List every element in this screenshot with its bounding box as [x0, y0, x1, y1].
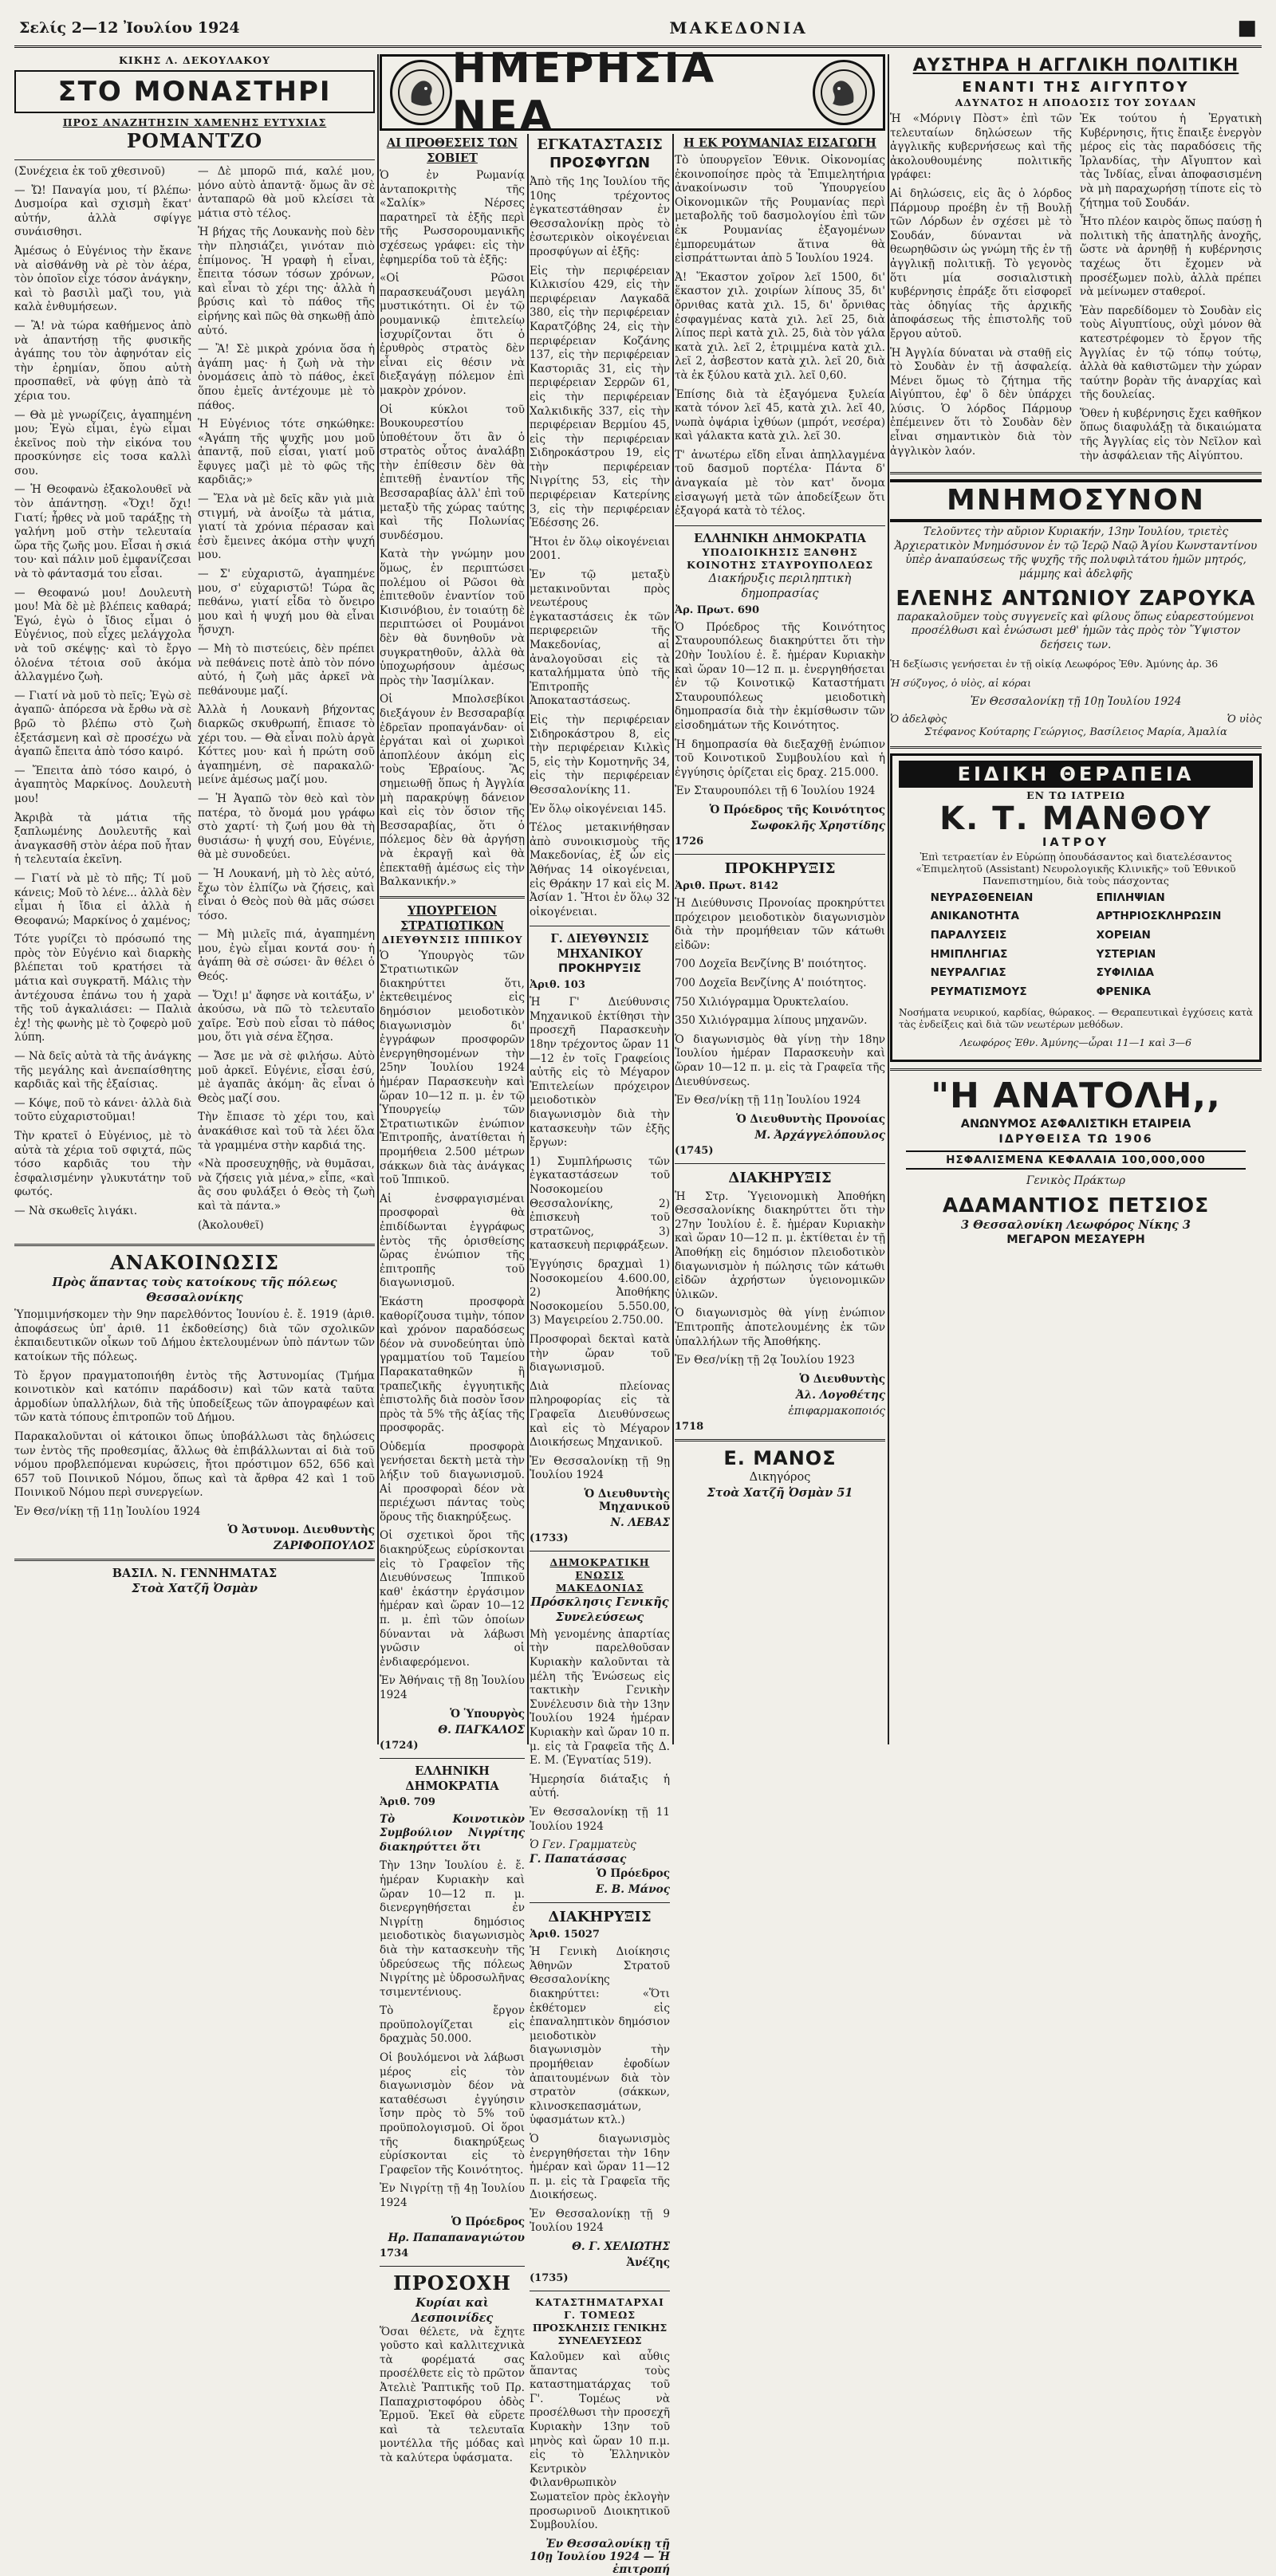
clinic-condition: ΦΡΕΝΙΚΑ [1096, 985, 1151, 998]
refugees-title-1: ΕΓΚΑΤΑΣΤΑΣΙΣ [537, 136, 663, 153]
story-column-right [198, 165, 375, 1237]
soviet-paragraph: Οἱ Μπολσεβίκοι διεξάγουν ἐν Βεσσαραβίᾳ ἐδρεῖαν προπαγάνδαν· οἱ ἐργάται καὶ οἱ χωρικοὶ ἀποπλέουν ἀκόμη εἰς τοὺς Ἑβραίους. Ἂς σημειωθῇ ὅπως ἡ Ἀγγλία μὴ παρακρύψῃ δάνειον καὶ εἰς τὸν ὅσιον τῆς Βεσσαραβίας, ὅτι ὁ πόλεμος δὲν θὰ ἀργήσῃ νὰ ἐκραγῇ καὶ θὰ ἐπεκταθῇ ἀμέσως εἰς τὴν Βαλκανικήν.» [380, 693, 525, 889]
clinic-condition: ΗΜΙΠΛΗΓΙΑΣ [930, 947, 1008, 961]
proclamation-paragraph: 750 Χιλιόγραμμα Ὀρυκτελαίου. [675, 995, 849, 1009]
memorial-names: Στέφανος Κούταρης Γεώργιος, Βασίλειος Μαρία, Ἀμαλία [924, 726, 1227, 739]
insurance-capital: ΗΣΦΑΛΙΣΜΕΝΑ ΚΕΦΑΛΑΙΑ 100,000,000 [946, 1153, 1206, 1166]
clinic-condition: ΕΠΙΛΗΨΙΑΝ [1096, 891, 1165, 904]
story-paragraph: — Ἂ! νὰ τώρα καθήμενος ἀπὸ νὰ ἀπαντήσῃ τῆς φυσικῆς ἀγάπης του τὸν ἀφηνόταν εἰς τὴν ἐρημίαν, ὅπου αὐτὴ προσπαθεῖ, νὰ φύγῃ ἀπὸ τὰ χέρια του. [14, 319, 191, 403]
attention-subtitle: Κυρίαι καὶ Δεσποινίδες [411, 2295, 494, 2325]
democracy-refb: 1734 [380, 2247, 409, 2259]
engineering-body [530, 996, 670, 1483]
insurance-capital-band [906, 1150, 1246, 1170]
refugees-paragraph: Εἰς τὴν περιφέρειαν Σιδηροκάστρου 8, εἰς τὴν περιφέρειαν Κιλκὶς 5, εἰς τὴν Κομοτηνῆς 34, εἰς τὴν περιφέρειαν Θεσσαλονίκης 11. [530, 713, 670, 796]
story-paragraph: — Θὰ μὲ γνωρίζεις, ἀγαπημένη μου; Ἐγὼ εἶμαι, ἐγὼ εἶμαι ἐκεῖνος ποὺ τὴν εἰκόνα του προσκύνησε εἰς τοσα καλλὶ σου. [14, 408, 191, 478]
insurance-title: "Η ΑΝΑΤΟΛΗ,, [931, 1075, 1221, 1116]
clinic-conditions [899, 891, 1253, 1005]
proclamation-body [675, 897, 885, 1108]
clinic-condition: ΝΕΥΡΑΛΓΙΑΣ [930, 966, 1006, 980]
lawyer-name: Ε. ΜΑΝΟΣ [723, 1446, 837, 1469]
notice-paragraph: Παρακαλοῦνται οἱ κάτοικοι ὅπως ὑποβάλλωσι τὰς δηλώσεις των ἐντὸς τῆς προθεσμίας, ἄλλως θὰ ἐπιβάλλωνται αἱ διὰ τοῦ νόμου προβλεπόμεναι κυρώσεις, ἤτοι πρόστιμον 652, 656 καὶ 657 τοῦ Ποινικοῦ Νόμου, ὅπως καὶ τὰ ἄρθρα 42 καὶ 1 τοῦ Ποινικοῦ Νόμου περὶ συνεργείων. [14, 1430, 375, 1500]
warehouse-signature-title: ἐπιφαρμακοποιός [788, 1404, 885, 1418]
army-paragraph: Οἱ σχετικοὶ ὅροι τῆς διακηρύξεως εὑρίσκονται εἰς τὸ Γραφεῖον τῆς Διευθύνσεως Ἱππικοῦ καθ' ἑκάστην ἐργάσιμον ἡμέραν καὶ ὥραν 10—12 π. μ. ἐπὶ τῶν ὁποίων δύνανται νὰ λάβωσι γνῶσιν οἱ ἐνδιαφερόμενοι. [380, 1529, 525, 1669]
notice-paragraph: Τὸ ἔργον πραγματοποιήθη ἐντὸς τῆς Ἀστυνομίας (Τμήμα κοινοτικὸν καὶ κατόπιν παράδοσιν) καὶ τῶν κατὰ ταῦτα ἁρμοδίων ὑπαλλήλων, διὰ τῆς ὑποδείξεως τῶν ἀπογραφέων καὶ τῶν κατὰ τόπους ἐπιτροπῶν τοῦ Δήμου. [14, 1369, 375, 1425]
democracy-body [380, 1859, 525, 2210]
corner-mark: ■ [1237, 15, 1257, 40]
declaration-ref: Ἀριθ. 15027 [530, 1929, 600, 1941]
declaration-refb: (1735) [530, 2272, 569, 2285]
union-sig-name-1: Γ. Παπατάσσας [530, 1853, 627, 1866]
story-paragraph: — Ἡ Λουκανή, μὴ τὸ λὲς αὐτό, ἔχω τὸν ἐλπίζω νὰ ζήσεις, καὶ εἶναι ὁ Θεὸς ποὺ θὰ μᾶς σώσει τόσο. [198, 867, 375, 922]
army-body [380, 950, 525, 1703]
xanthi-subtitle-3: Διακήρυξις περιληπτικὴ δημοπρασίας [708, 572, 852, 600]
egypt-paragraph: Ἡ «Μόρνιγ Πὸστ» ἐπὶ τῶν τελευταίων δηλώσεων τῆς ἀγγλικῆς κυβερνήσεως καὶ τῆς ἀκολουθουμένης πολιτικῆς γράφει: [890, 112, 1072, 182]
notice-subtitle: Πρὸς ἅπαντας τοὺς κατοίκους τῆς πόλεως Θεσσαλονίκης [52, 1276, 337, 1305]
declaration-body [530, 1945, 670, 2236]
declaration-paragraph: Ἡ Γενικὴ Διοίκησις Ἀθηνῶν Στρατοῦ Θεσσαλονίκης διακηρύττει: «Ὅτι ἐκθέτομεν εἰς ἐπαναληπτικὸν δημόσιον μειοδοτικὸν διαγωνισμὸν τὴν προμήθειαν ἐφοδίων ἀπαιτουμένων διὰ τὸν στρατὸν (σάκκων, κλινοσκεπασμάτων, ὑφασμάτων κτλ.) [530, 1945, 670, 2127]
xanthi-refb: 1726 [675, 835, 704, 848]
egypt-paragraph: Αἱ δηλώσεις, εἰς ἃς ὁ λόρδος Πάρμουρ προέβη ἐν τῇ Βουλῇ τῶν Λόρδων ἐν σχέσει μὲ τὸ Σουδάν, δύνανται νὰ θεωρηθῶσιν ὡς γνώμη τῆς ἐν τῇ ἀγγλικῇ πολιτικῇ. Τὸ γεγονὸς ὅτι μία σοσιαλιστικὴ κυβέρνησις ἐπράξε ὅτι εἰσφορεῖ τὰς ὁδηγίας τῆς ἀρχικῆς ἀποφάσεως τῆς ἐπιστολῆς τοῦ ἔργου αὐτοῦ. [890, 187, 1072, 340]
refugees-paragraph: Εἰς τὴν περιφέρειαν Κιλκισίου 429, εἰς τὴν περιφέρειαν Λαγκαδᾶ 380, εἰς τὴν περιφέρειαν Καρατζόβης 24, εἰς τὴν περιφέρειαν Κοζάνης 137, εἰς τὴν περιφέρειαν Καστοριᾶς 31, εἰς τὴν περιφέρειαν Σερρῶν 61, εἰς τὴν περιφέρειαν Χαλκιδικῆς 337, εἰς τὴν περιφέρειαν Βερμίου 45, εἰς τὴν περιφέρειαν Σιδηροκάστρου 19, εἰς τὴν περιφέρειαν Νιγρίτης 53, εἰς τὴν περιφέρειαν Κατερίνης 3, εἰς τὴν περιφέρειαν Ἐδέσσης 26. [530, 264, 670, 530]
story-paragraph: — Κόψε, ποῦ τὸ κάνει· ἀλλὰ διὰ τοῦτο εὐχαριστοῦμαι! [14, 1096, 191, 1124]
clinic-conditions-left [931, 891, 1034, 1005]
notice-paragraph: Ἐν Θεσ/νίκῃ τῇ 11ῃ Ἰουλίου 1924 [14, 1504, 201, 1518]
xanthi-body [675, 621, 885, 799]
xanthi-subtitle-2: ΚΟΙΝΟΤΗΣ ΣΤΑΥΡΟΥΠΟΛΕΩΣ [686, 558, 874, 571]
notice-paragraph: Ὑπομιμνήσκομεν τὴν 9ην παρελθόντος Ἰουνίου ἐ. ἔ. 1919 (ἀριθ. ἀποφάσεως ὑπ' ἀριθ. 11 ἐκδοθείσης) διὰ τῶν σχολικῶν ἐκπαιδευτικῶν οἶκων τοῦ Δήμου ἐκτελουμένων ὑπὸ πάντων τῶν κατοίκων τῆς πόλεως. [14, 1308, 375, 1363]
story-body [14, 165, 375, 1237]
story-paragraph: Ἀμέσως ὁ Εὐγένιος τὴν ἔκανε νὰ αἰσθάνθῃ νὰ ρὲ τὸν ἀέρα, τὸν ὁποῖον εἶχε τόσον ἀνάγκην, καὶ τὸ βασιλὶ μαζὶ του, γιὰ καλὰ ἐνθυμήσεων. [14, 244, 191, 314]
story-paragraph: — Ἡ Θεοφανὼ ἐξακολουθεῖ νὰ τὸν ἀπάντησῃ. «Ὄχι! ὄχι! Γιατί; ἦρθες νὰ μοῦ ταράξῃς τὴ γαλήνη μοῦ στὴν τελευταία ὥρα τῆς ζωῆς μου. Εἶσαι ἡ σκιά του· καὶ πάλιν μοῦ ἐμφανίζεσαι νὰ τὸ φάντασμά του εἶσαι. [14, 483, 191, 581]
story-paragraph: — Μὴ τὸ πιστεύεις, δὲν πρέπει νὰ πεθάνεις ποτὲ ἀπὸ τὸν πόνο αὐτό, ἡ ζωὴ μᾶς ἀρκεῖ νὰ πεθάνουμε μαζί. [198, 643, 375, 698]
engineering-subtitle: ΠΡΟΚΗΡΥΞΙΣ [557, 962, 642, 976]
insurance-address-2: ΜΕΓΑΡΟΝ ΜΕΣΑΥΕΡΗ [1006, 1233, 1145, 1246]
engineering-paragraph: Ἐν Θεσσαλονίκῃ τῇ 9ῃ Ἰουλίου 1924 [530, 1454, 670, 1482]
clinic-note: Νοσήματα νευρικού, καρδίας, θώρακος. — Θεραπευτικαὶ ἐγχύσεις κατὰ τὰς ἐνδείξεις καὶ διὰ τῶν νεωτέρων μεθόδων. [899, 1007, 1253, 1031]
story-paragraph: — Ἂ! Σὲ μικρὰ χρόνια ὅσα ἡ ἀγάπη μας· ἡ ζωὴ νὰ τὴν ὀνομάσεις ἀπὸ τὸ πάθος, ἐκεῖ ὅπου ἐμεῖς ἀντέχουμε μὲ τὸ πάθος. [198, 343, 375, 412]
footer-address: Στοὰ Χατζῆ Ὀσμὰν [132, 1582, 258, 1596]
declaration-paragraph: Ὁ διαγωνισμὸς ἐνεργηθήσεται τὴν 16ην ἡμέραν καὶ ὥραν 11—12 π. μ. εἰς τὰ Γραφεῖα τῆς Διοικήσεως. [530, 2132, 670, 2202]
romania-title: Η ΕΚ ΡΟΥΜΑΝΙΑΣ ΕΙΣΑΓΩΓΗ [683, 136, 876, 150]
news-masthead [380, 45, 885, 140]
memorial-title-box [890, 479, 1262, 522]
column-soviet [380, 136, 525, 2464]
clinic-condition: ΧΟΡΕΙΑΝ [1096, 928, 1151, 942]
army-paragraph: Οὐδεμία προσφορὰ γενήσεται δεκτὴ μετὰ τὴν λήξιν τοῦ διαγωνισμοῦ. Αἱ προσφοραὶ δέον νὰ περιέχωσι πάντας τοὺς ὅρους τῆς διακηρύξεως. [380, 1440, 525, 1524]
army-signature-role: Ὁ Ὑπουργὸς [450, 1707, 525, 1721]
xanthi-signature-role: Ὁ Πρόεδρος τῆς Κοινότητος [709, 803, 885, 816]
union-paragraph: Μὴ γενομένης ἀπαρτίας τὴν παρελθοῦσαν Κυριακὴν καλοῦνται τὰ μέλη τῆς Ἑνώσεως εἰς τακτικὴν Γενικὴν Συνέλευσιν διὰ τὴν 13ην Ἰουλίου 1924 ἡμέραν Κυριακὴν καὶ ὥραν 10 π. μ. εἰς τὰ Γραφεῖα τῆς Δ. Ε. Μ. (Ἐγνατίας 519). [530, 1627, 670, 1768]
proclamation-refb: (1745) [675, 1144, 714, 1157]
engineering-paragraph: Διὰ πλείονας πληροφορίας εἰς τὰ Γραφεῖα Διευθύνσεως καὶ εἰς τὸ Μέγαρον Διοικήσεως Μηχανικοῦ. [530, 1379, 670, 1449]
column-rule [672, 134, 674, 1744]
column-rule [377, 54, 379, 1744]
clinic-title-band [899, 761, 1253, 788]
story-subtitle: ΠΡΟΣ ΑΝΑΖΗΤΗΣΙΝ ΧΑΜΕΝΗΣ ΕΥΤΥΧΙΑΣ [62, 116, 327, 128]
clinic-condition: ΡΕΥΜΑΤΙΣΜΟΥΣ [930, 985, 1027, 998]
union-paragraph: Ἡμερησία διάταξις ἡ αὐτή. [530, 1772, 670, 1800]
story-paragraph: Τὴν ἔπιασε τὸ χέρι του, καὶ ἀνακάθισε καὶ τοῦ τὰ λέει ὅλα τὰ γραμμένα στὴν καρδιά της. [198, 1111, 375, 1152]
story-title: ΣΤΟ ΜΟΝΑΣΤΗΡΙ [57, 76, 332, 108]
clinic-condition: ΑΝΙΚΑΝΟΤΗΤΑ [930, 910, 1020, 923]
democracy-paragraph: Τὸ ἔργον προϋπολογίζεται εἰς δραχμὰς 50.000. [380, 2004, 525, 2046]
memorial-note: Ἡ δεξίωσις γενήσεται ἐν τῇ οἰκίᾳ Λεωφόρος Ἐθν. Ἀμύνης ἀρ. 36 [890, 658, 1219, 671]
coin-right-icon [813, 60, 875, 125]
romania-paragraph: Ἐπίσης διὰ τὰ ἐξαγόμενα ξυλεία κατὰ τόνον λεῖ 45, κατὰ χιλ. λεῖ 40, νωπὰ ὀψάρια ἰχθύων (μπρότ, νεσέρα) καὶ γάλακτα κατὰ χιλ. λεῖ 30. [675, 387, 885, 443]
column-rule [888, 54, 889, 1744]
notice-body [14, 1308, 375, 1519]
story-paragraph: — Νὰ δεῖς αὐτὰ τὰ τῆς ἀνάγκης τῆς μεγάλης καὶ ἀνεπαίσθητης καρδιᾶς καὶ τῆς ἐξαίσιας. [14, 1050, 191, 1091]
story-paragraph: — Ἔλα νὰ μὲ δεῖς κἂν γιὰ μιὰ στιγμή, νὰ ἀνοίξω τὰ μάτια, γιατί τὰ χρόνια πέρασαν καὶ ἐσὺ ἔμεινες ἀκόμα στὴν ψυχή μου. [198, 493, 375, 562]
refugees-body [530, 175, 670, 919]
column-egypt [890, 54, 1262, 1748]
shopkeepers-body: Καλοῦμεν καὶ αὖθις ἅπαντας τοὺς καταστηματάρχας τοῦ Γ'. Τομέως νὰ προσέλθωσι τὴν προσεχῆ Κυριακὴν 13ην τοῦ μηνὸς καὶ ὥραν 10 π.μ. εἰς τὸ Ἑλληνικὸν Κεντρικὸν Φιλανθρωπικὸν Σωματεῖον πρὸς ἐκλογὴν προσωρινοῦ Διοικητικοῦ Συμβουλίου. [530, 2350, 670, 2532]
democracy-paragraph: Ἐν Νιγρίτῃ τῇ 4ῃ Ἰουλίου 1924 [380, 2182, 525, 2209]
romania-paragraph: Τ' ἀνωτέρω εἴδη εἶναι ἀπηλλαγμένα τοῦ δασμοῦ πορτέλα· Πάντα δ' ἀναγκαία μὲ τὸν κατ' ὄνομα εἰσαγωγή μετὰ τῶν ἀποδείξεων ὅτι ἐξαγορά κατὰ τὸ τέλος. [675, 448, 885, 518]
romania-paragraph: Τὸ ὑπουργεῖον Ἐθνικ. Οἰκονομίας ἐκοινοποίησε πρὸς τὰ Ἐπιμελητήρια ἀνακοίνωσιν τοῦ Ὑπουργείου Οἰκονομικῶν τῆς Ρουμανίας περὶ μεταβολῆς τοῦ δασμολογίου ἐπὶ τῶν ἐκ Ρουμανίας ἐξαγομένων ἐμπορευμάτων ἅτινα θὰ εἰσπράττωνται ἀπὸ 5 Ἰουλίου 1924. [675, 154, 885, 265]
warehouse-paragraph: Ἡ Στρ. Ὑγειονομικὴ Ἀποθήκη Θεσσαλονίκης διακηρύττει ὅτι τὴν 27ην Ἰουλίου ἐ. ἔ. ἡμέραν Κυριακὴν καὶ ὥραν 10—12 π. μ. ἐκτίθεται ἐν τῇ Ἀποθήκῃ εἰς δημόσιον πλειοδοτικὸν διαγωνισμὸν ἡ πώλησις τῶν κάτωθι εἰδῶν ἀχρήστων ὑγειονομικῶν ὑλικῶν. [675, 1190, 885, 1301]
story-paragraph: Ἡ βήχας τῆς Λουκανὴς ποὺ δὲν τὴν πλησιάζει, γινόταν πιὸ ἐπίμονος. Ἡ γραφὴ ἠ εἶναι, ἔπειτα τόσων τόσων χρόνων, καὶ εἶναι τὸ χέρι της· ἀλλὰ ἡ βρύσις καὶ τὸ πάθος τῆς εἰρήνης καὶ πῶς θὰ σηκωθῇ ἀπὸ αὐτό. [198, 226, 375, 337]
union-sig-role-1: Ὁ Γεν. Γραμματεὺς [530, 1839, 636, 1852]
notice-signature-name: ΖΑΡΙΦΟΠΟΥΛΟΣ [273, 1540, 375, 1553]
story-paragraph: Τὴν κρατεῖ ὁ Εὐγένιος, μὲ τὸ αὐτὰ τὰ χέρια τοῦ σφιχτά, πῶς τόσο καρδιᾶς του τὴν ἐσφαλισμένην γλυκυτάτην τοῦ φωτός. [14, 1130, 191, 1199]
story-paragraph: — Ὄχι! μ' ἄφησε νὰ κοιτάξω, ν' ἀκούσω, νὰ πῶ τὸ τελευταῖο χαῖρε. Ἐσὺ ποὺ εἶσαι τὸ πάθος μου, ὅτι γιὰ σένα ἔζησα. [198, 989, 375, 1044]
proclamation-paragraph: 700 Δοχεῖα Βενζίνης Β' ποιότητος. [675, 958, 867, 971]
democracy-paragraph: Οἱ βουλόμενοι νὰ λάβωσι μέρος εἰς τὸν διαγωνισμὸν δέον νὰ καταθέσωσι ἐγγύησιν ἴσην πρὸς τὸ 5% τοῦ προϋπολογισμοῦ. Οἱ ὅροι τῆς διακηρύξεως εὑρίσκονται εἰς τὸ Γραφεῖον τῆς Κοινότητος. [380, 2051, 525, 2177]
story-paragraph: Τότε γυρίζει τὸ πρόσωπό της πρὸς τὸν Εὐγένιο καὶ διαρκὴς βλέπεται τοῦ κρατήσει τὰ μάτια καὶ συγκρατῆ. Μάλις τὴν ἀντέχουσα ἐπάνω του ἡ χαρὰ τῆς τοῦ ἀγκαλιάσει: — Παλιὰ ἐχ! τὴς φωνὴς μὲ τὸ ζοφερὸ μοῦ λύπη. [14, 933, 191, 1044]
warehouse-signature-role: Ὁ Διευθυντὴς [799, 1372, 885, 1386]
engineering-signature-role: Ὁ Διευθυντὴς Μηχανικοῦ [584, 1487, 670, 1513]
army-signature-name: Θ. ΠΑΓΚΑΛΟΣ [438, 1723, 525, 1736]
story-byline: ΚΙΚΗΣ Λ. ΔΕΚΟΥΛΑΚΟΥ [119, 54, 270, 66]
engineering-ref: Ἀριθ. 103 [530, 979, 585, 992]
insurance-agent-label: Γενικὸς Πράκτωρ [1026, 1174, 1125, 1187]
insurance-ad [890, 1076, 1262, 1248]
column-romania [675, 136, 885, 1748]
warehouse-paragraph: Ἐν Θεσ/νίκῃ τῇ 2ᾳ Ἰουλίου 1923 [675, 1354, 855, 1367]
soviet-paragraph: «Οἱ Ρῶσοι παρασκευάζουσι μεγάλη μυστικότητι. Οἱ ἐν τῷ ρουμανικῷ ἐπιτελείῳ ἰσχυρίζονται ὅτι ὁ ἐρυθρὸς στρατὸς δὲν εἶναι εἰς θέσιν νὰ διεξαγάγῃ πόλεμον ἐπὶ μακρὸν χρόνον. [380, 272, 525, 397]
clinic-condition: ΣΥΦΙΛΙΔΑ [1096, 966, 1155, 980]
democracy-signature-role: Ὁ Πρόεδρος [451, 2215, 525, 2228]
clinic-conditions-right [1097, 891, 1222, 1005]
proclamation-paragraph: 700 Δοχεῖα Βενζίνης Α' ποιότητος. [675, 976, 867, 989]
memorial-body: Τελοῦντες τὴν αὔριον Κυριακήν, 13ην Ἰουλίου, τριετὲς Ἀρχιερατικὸν Μνημόσυνον ἐν τῷ Ἱερῷ Ναῷ Ἁγίου Κωνσταντίνου ὑπὲρ ἀναπαύσεως τῆς ψυχῆς τῆς πολυφιλτάτου ἡμῶν μητρός, μάμμης καὶ ἀδελφῆς [894, 525, 1258, 581]
egypt-paragraph: Ἡ Ἀγγλία δύναται νὰ σταθῇ εἰς τὸ Σουδὰν ἐν τῇ ἀσφαλείᾳ. Μένει ὅμως τὸ ζήτημα τῆς Αἰγύπτου, ἐφ' ὃ δὲν ὑπάρχει λύσις. Ὁ λόρδος Πάρμουρ ἐπέμεινεν ὅτι τὸ Σουδὰν δὲν εἶναι σημαντικὸν διὰ τὸν ἀγγλικὸν λαόν. [890, 346, 1072, 458]
memorial-title: ΜΝΗΜΟΣΥΝΟΝ [946, 484, 1206, 517]
memorial-date: Ἐν Θεσσαλονίκῃ τῇ 10ῃ Ἰουλίου 1924 [970, 694, 1182, 708]
egypt-body [890, 112, 1262, 466]
proclamation-paragraph: Ἐν Θεσ/νίκῃ τῇ 11ῃ Ἰουλίου 1924 [675, 1094, 861, 1107]
notice-title: ΑΝΑΚΟΙΝΩΣΙΣ [110, 1251, 279, 1275]
proclamation-paragraph: Ὁ διαγωνισμὸς θὰ γίνῃ τὴν 18ην Ἰουλίου ἡμέραν Παρασκευὴν καὶ ὥραν 10—12 π. μ. εἰς τὰ Γραφεῖα τῆς Διευθύνσεως. [675, 1032, 885, 1088]
xanthi-title: ΕΛΛΗΝΙΚΗ ΔΗΜΟΚΡΑΤΙΑ [694, 531, 866, 545]
egypt-title-2: ΕΝΑΝΤΙ ΤΗΣ ΑΙΓΥΠΤΟΥ [962, 79, 1190, 96]
column-serial-story [14, 54, 375, 1748]
army-ref: (1724) [380, 1739, 419, 1752]
story-paragraph: — Γιατί νὰ μὲ τὸ πῆς; Τί μοῦ κάνεις; Μοῦ τὸ λένε... ἀλλὰ δὲν εἶμαι ἡ ἴδια εἰ ἀλλὰ ἡ Θεοφανώ; Μαρκίνος ὁ χαμένος; [14, 871, 191, 927]
army-paragraph: Ἐκάστη προσφορὰ καθορίζουσα τιμὴν, τόπον καὶ χρόνον παραδόσεως δέον νὰ συνοδεύηται ὑπὸ γραμματίου τοῦ Ταμείου Παρακαταθηκῶν ἢ τραπεζικῆς ἐγγυητικῆς ἐπιστολῆς διὰ ποσὸν ἴσον πρὸς τὰ 5% τῆς ἀξίας τῆς προσφορᾶς. [380, 1295, 525, 1435]
declaration-title: ΔΙΑΚΗΡΥΞΙΣ [548, 1909, 652, 1926]
democracy-title: ΕΛΛΗΝΙΚΗ ΔΗΜΟΚΡΑΤΙΑ [405, 1764, 499, 1793]
army-title: ΥΠΟΥΡΓΕΙΟΝ ΣΤΡΑΤΙΩΤΙΚΩΝ [400, 903, 504, 933]
warehouse-body [675, 1190, 885, 1368]
insurance-subtitle: ΑΝΩΝΥΜΟΣ ΑΣΦΑΛΙΣΤΙΚΗ ΕΤΑΙΡΕΙΑ [960, 1117, 1191, 1131]
story-paragraph: — Ἔπειτα ἀπὸ τόσο καιρό, ὁ ἀγαπητὸς Μαρκίνος. Δουλευτὴ μου! [14, 764, 191, 805]
proclamation-signature-name: Μ. Ἀρχάγγελόπουλος [754, 1128, 885, 1142]
union-subtitle: Πρόσκλησις Γενικῆς Συνελεύσεως [530, 1595, 669, 1624]
democracy-ref: Ἀριθ. 709 [380, 1795, 435, 1808]
soviet-body [380, 169, 525, 890]
egypt-paragraph: Ὅθεν ἡ κυβέρνησις ἔχει καθῆκον ὅπως διαφυλάξῃ τὰ δικαιώματα τῆς Ἀγγλίας εἰς τὸν Νεῖλον καὶ τὴν ἀσφάλειαν τῆς Αἰγύπτου. [1080, 407, 1262, 462]
engineering-signature-name: Ν. ΛΕΒΑΣ [610, 1516, 670, 1529]
warehouse-refb: 1718 [675, 1420, 704, 1433]
memorial-name: ΕΛΕΝΗΣ ΑΝΤΩΝΙΟΥ ΖΑΡΟΥΚΑ [896, 586, 1256, 611]
soviet-paragraph: Οἱ κύκλοι τοῦ Βουκουρεστίου ὑποθέτουν ὅτι ἂν ὁ στρατὸς οὗτος ἀναλάβῃ τὴν ἐπίθεσιν δὲν θὰ ἐπιτεθῇ ἐναντίον τῆς Βεσσαραβίας ἀλλ' ἐπὶ τοῦ μεταξὺ τῆς χώρας ταύτης καὶ τῆς Πολωνίας συνδέσμου. [380, 403, 525, 542]
union-sig-role-2: Ὁ Πρόεδρος [596, 1867, 670, 1881]
clinic-address: Λεωφόρος Ἐθν. Ἀμύνης—ὧραι 11—1 καὶ 3—6 [959, 1036, 1192, 1049]
democracy-signature-name: Ηρ. Παπαπαναγιώτου [388, 2231, 525, 2244]
newspaper-name: ΜΑΚΕΔΟΝΙΑ [669, 18, 808, 37]
declaration-paragraph: Ἐν Θεσσαλονίκῃ τῇ 9 Ἰουλίου 1924 [530, 2207, 670, 2235]
egypt-subtitle: ΑΔΥΝΑΤΟΣ Η ΑΠΟΔΟΣΙΣ ΤΟΥ ΣΟΥΔΑΝ [955, 96, 1197, 108]
union-sig-name-2: Ε. Β. Μάνος [595, 1883, 670, 1897]
clinic-ad [890, 753, 1262, 1062]
romania-body [675, 154, 885, 519]
story-paragraph: — Ἡ Ἀγαπῶ τὸν θεὸ καὶ τὸν πατέρα, τὸ ὄνομά μου γράφω στὸ χαρτί· τὴ ζωή μου θὰ τὴ θυσιάσω· ἡ ψυχή σου, Εὐγένιε, θὰ μὲ συνοδεύει. [198, 792, 375, 862]
xanthi-subtitle-1: ΥΠΟΔΙΟΙΚΗΣΙΣ ΞΑΝΘΗΣ [702, 545, 858, 558]
engineering-paragraph: Ἐγγύησις δραχμαὶ 1) Νοσοκομείου 4.600.00, 2) Ἀποθήκης Νοσοκομείου 5.550.00, 3) Μαγειρείου 2.750.00. [530, 1257, 670, 1327]
democracy-paragraph: Τὴν 13ην Ἰουλίου ἐ. ἔ. ἡμέραν Κυριακὴν καὶ ὥραν 10—12 π. μ. διενεργηθήσεται ἐν Νιγρίτῃ δημόσιος μειοδοτικὸς διαγωνισμὸς διὰ τὴν κατασκευὴν τῆς ὑδρεύσεως τῆς πόλεως Νιγρίτης μὲ ὑδροσωλῆνας τσιμεντένιους. [380, 1859, 525, 1999]
egypt-paragraph: Ἦτο πλέον καιρὸς ὅπως παύσῃ ἡ πολιτικὴ τῆς ἀπατηλῆς ἀνοχῆς, ὥστε νὰ ἀρνηθῇ ἡ κυβέρνησις ταχέως ὅτι ἔχομεν νὰ προσέξωμεν πολὺ, ἀλλὰ πρέπει νὰ μείνωμεν σταθεροί. [1080, 215, 1262, 299]
proclamation-title: ΠΡΟΚΗΡΥΞΙΣ [724, 859, 836, 877]
refugees-title-2: ΠΡΟΣΦΥΓΩΝ [549, 155, 651, 171]
story-paragraph: — Θεοφανώ μου! Δουλευτὴ μου! Μὰ δὲ μὲ βλέπεις καθαρά; Ἐγώ, ἐγὼ ὁ ἴδιος εἶμαι ὁ Εὐγένιος, ποὺ εἶχες μελάγχολα νὰ τοῦ σκέψῃς· καὶ τὸ ἔργο ὁλοένα τέτοια σοῦ ἀκόμα ἀλλαγμένο ζωὴ. [14, 586, 191, 684]
engineering-paragraph: 1) Συμπλήρωσις τῶν ἐγκαταστάσεων τοῦ Νοσοκομείου Θεσσαλονίκης, 2) ἐπισκευὴ τοῦ στρατῶνος, 3) κατασκευὴ περιφράξεων. [530, 1154, 670, 1253]
page-number-date: Σελίς 2—12 Ἰουλίου 1924 [19, 18, 240, 37]
proclamation-signature-role: Ὁ Διευθυντὴς Προνοίας [736, 1112, 885, 1126]
xanthi-paragraph: Ἡ δημοπρασία θὰ διεξαχθῇ ἐνώπιον τοῦ Κοινοτικοῦ Συμβουλίου καὶ ἡ ἐγγύησις ὁρίζεται εἰς δραχ. 215.000. [675, 737, 885, 779]
soviet-paragraph: Ὁ ἐν Ρωμανίᾳ ἀνταποκριτὴς τῆς «Σαλίκ» Νέρσες παρατηρεῖ τὰ ἑξῆς περὶ τῆς Ρωσσορουμανικῆς σχέσεως γράφει: εἰς τὴν ἐφημερίδα τοῦ τὰ ἑξῆς: [380, 169, 525, 266]
clinic-title-1: ΕΙΔΙΚΗ ΘΕΡΑΠΕΙΑ [957, 762, 1195, 785]
engineering-paragraph: Προσφοραὶ δεκταὶ κατὰ τὴν ὥραν τοῦ διαγωνισμοῦ. [530, 1332, 670, 1375]
attention-title: ΠΡΟΣΟΧΗ [393, 2271, 511, 2295]
democracy-subtitle: Τὸ Κοινοτικὸν Συμβούλιον Νιγρίτης διακηρύττει ὅτι [380, 1812, 525, 1854]
warehouse-title: ΔΙΑΚΗΡΥΞΙΣ [728, 1169, 832, 1186]
clinic-condition: ΠΑΡΑΛΥΣΕΙΣ [930, 928, 1007, 942]
clinic-role: ΙΑΤΡΟΥ [1042, 836, 1109, 849]
memorial-sig-right: Ὁ υἱὸς [1227, 714, 1262, 726]
memorial-signatures [890, 714, 1262, 726]
xanthi-paragraph: Ἐν Σταυρουπόλει τῇ 6 Ἰουλίου 1924 [675, 785, 876, 798]
story-paragraph: Ἀκριβὰ τὰ μάτια τῆς ξαπλωμένης Δουλευτῆς καὶ ἀναγκασθῆ στὸν ἀέρα ποῦ ἦταν ἡ τελευταία ἐκεῖνη. [14, 811, 191, 867]
refugees-paragraph: Ἤτοι ἐν ὅλῳ οἰκογένειαι 2001. [530, 535, 670, 563]
soviet-title: ΑΙ ΠΡΟΘΕΣΕΙΣ ΤΩΝ ΣΟΒΙΕΤ [386, 136, 518, 165]
coin-left-icon [390, 60, 452, 125]
declaration-signature-role: Ἀνέζης [626, 2256, 670, 2270]
engineering-title: Γ. ΔΙΕΥΘΥΝΣΙΣ ΜΗΧΑΝΙΚΟΥ [550, 932, 649, 962]
story-paragraph: (Συνέχεια ἐκ τοῦ χθεσινοῦ) [14, 165, 166, 178]
declaration-signature-name: Θ. Γ. ΧΕΛΙΩΤΗΣ [572, 2240, 670, 2254]
refugees-paragraph: Ἀπὸ τῆς 1ης Ἰουλίου τῆς 10ης τρέχοντος ἐγκατεστάθησαν ἐν Θεσσαλονίκῃ πρὸς τὸ ἐσωτερικὸν οἰκογένειαι προσφύγων αἱ ἑξῆς: [530, 175, 670, 258]
story-paragraph: — Γιατί νὰ μοῦ τὸ πεῖς; Ἐγὼ σὲ ἀγαπῶ· ἀπόρεσα νὰ ἔρθω νὰ σὲ βρῶ τὸ βλέπω στὸ ζωὴ ἐξετάσμενη καὶ σὲ προσέχω νὰ ἀγαπῶ ἔπειτα ἀπὸ τόσο καιρό. [14, 689, 191, 759]
proclamation-paragraph: Ἡ Διεύθυνσις Προνοίας προκηρύττει πρόχειρον μειοδοτικὸν διαγωνισμὸν διὰ τὴν προμήθειαν τῶν κάτωθι εἰδῶν: [675, 896, 885, 952]
egypt-title: ΑΥΣΤΗΡΑ Η ΑΓΓΛΙΚΗ ΠΟΛΙΤΙΚΗ [912, 56, 1239, 76]
clinic-intro: Ἐπὶ τετραετίαν ἐν Εὐρώπῃ ὁπουδάσαντος καὶ διατελέσαντος «Ἐπιμελητοῦ (Assistant) Νευρολογικῆς Κλινικῆς» τοῦ Ἐθνικοῦ Πανεπιστημίου, διὰ τοὺς πάσχοντας [916, 850, 1236, 887]
story-paragraph: — Ὤ! Παναγία μου, τί βλέπω· Δυσμοίρα καὶ σχισμὴ ἔκατ' αὐτήν, ἀλλὰ σφίγγε συνάισθησι. [14, 183, 191, 239]
refugees-paragraph: Ἐν τῷ μεταξὺ μετακινοῦνται πρὸς νεωτέρους ἐγκαταστάσεις ἐκ τῶν περιφερειῶν τῆς Μακεδονίας, αἱ ἀναλογοῦσαι εἰς τὰ καταλήμματα ὑπὸ τῆς Ἐπιτροπῆς Ἀποκαταστάσεως. [530, 568, 670, 708]
shopkeepers-signature: Ἐν Θεσσαλονίκῃ τῇ 10ῃ Ἰουλίου 1924 — Ἡ ἐπιτροπή [530, 2537, 670, 2576]
romania-paragraph: Ἀ! Ἕκαστον χοῖρον λεῖ 1500, δι' ἕκαστον χιλ. χοιρίων λίπους 35, δι' ὄρνιθας κατὰ χιλ. 15, δι' ὄρνιθας ἐσφαγμένας κατὰ χιλ. λεῖ 25, διὰ λίπος περὶ κατὰ χιλ. 25, διὰ τὸν γάλα κατὰ χιλ. λεῖ 2, ἐτριμμένα κατὰ χιλ. λεῖ 2, ἀσβεστον κατὰ χιλ. λεῖ 20, διὰ τὰ ἐκ ξύλου κατὰ χιλ. λεῖ 0,60. [675, 270, 885, 382]
xanthi-ref: Ἀρ. Πρωτ. 690 [675, 604, 760, 616]
shopkeepers-subtitle: ΠΡΟΣΚΛΗΣΙΣ ΓΕΝΙΚΗΣ ΣΥΝΕΛΕΥΣΕΩΣ [532, 2322, 668, 2347]
clinic-condition: ΝΕΥΡΑΣΘΕΝΕΙΑΝ [930, 891, 1034, 904]
clinic-condition: ΑΡΤΗΡΙΟΣΚΛΗΡΩΣΙΝ [1096, 910, 1222, 923]
attention-body: Ὅσαι θέλετε, νὰ ἔχητε γοῦστο καὶ καλλιτεχνικὰ τὰ φορέματά σας προσέλθετε εἰς τὸ πρῶτον Ἀτελιὲ Ῥαπτικῆς τοῦ Πρ. Παπαχριστοφόρου ὁδὸς Ἑρμοῦ. Ἐκεῖ θὰ εὕρετε καὶ τὰ τελευταῖα μοντέλλα τῆς μόδας καὶ τὰ καλύτερα ὑφάσματα. [380, 2325, 525, 2464]
story-column-left [14, 165, 191, 1237]
notice-signature-role: Ὁ Ἀστυνομ. Διευθυντὴς [227, 1524, 375, 1537]
newspaper-page [14, 10, 1262, 2576]
insurance-year: ΙΔΡΥΘΕΙΣΑ ΤΩ 1906 [998, 1132, 1153, 1146]
story-paragraph: — Δὲ μπορῶ πιά, καλέ μου, μόνο αὐτὸ ἀπαντᾷ· ὅμως ἂν σὲ ἀνταπαρῶ θὰ μοῦ κλείσει τὰ μάτια στὸ τέλος. [198, 165, 375, 220]
lawyer-address: Στοὰ Χατζῆ Ὀσμὰν 51 [707, 1485, 853, 1500]
warehouse-signature-name: Ἀλ. Λογοθέτης [796, 1388, 885, 1402]
column-rule [527, 134, 529, 1744]
army-paragraph: Ἐν Ἀθήναις τῇ 8ῃ Ἰουλίου 1924 [380, 1674, 525, 1701]
story-paragraph: — Σ' εὐχαριστῶ, ἀγαπημένε μου, σ' εὐχαριστῶ! Τώρα ἂς πεθάνω, γιατί εἶδα τὸ ὄνειρο μου καὶ ἡ ψυχή μου θὰ εἶναι ἥσυχη. [198, 568, 375, 637]
clinic-condition: ΥΣΤΕΡΙΑΝ [1096, 947, 1156, 961]
engineering-paragraph: Ἡ Γ' Διεύθυνσις Μηχανικοῦ ἐκτίθησι τὴν προσεχῆ Παρασκευὴν 18ην τρέχοντος ὥραν 11—12 ἐν τοῖς Γραφείοις αὐτῆς εἰς τὸ Μέγαρον Ἐπιτελείων πρόχειρον μειοδοτικὸν διαγωνισμὸν διὰ τὴν κατασκευὴν τῶν ἑξῆς ἔργων: [530, 996, 670, 1150]
warehouse-paragraph: Ὁ διαγωνισμὸς θὰ γίνῃ ἐνώπιον Ἐπιτροπῆς ἀποτελουμένης ἐκ τῶν ὑπαλλήλων τῆς Ἀποθήκης. [675, 1307, 885, 1348]
refugees-paragraph: Τέλος μετακινήθησαν ἀπὸ συνοικισμοὺς τῆς Μακεδονίας, ἐξ ὧν εἰς Ἀθήνας 14 οἰκογένειαι, εἰς Θράκην 17 καὶ εἰς Μ. Ἀσίαν 1. Ἤτοι ἐν ὅλῳ 32 οἰκογένειαι. [530, 821, 670, 918]
story-paragraph: «Νὰ προσευχηθῇς, νὰ θυμᾶσαι, νὰ ζήσεις γιὰ μένα,» εἶπε, «καὶ ἂς σου φυλάξει ὁ Θεὸς τὴ ζωὴ καὶ τὰ πάντα.» [198, 1158, 375, 1213]
union-paragraph: Ἐν Θεσσαλονίκῃ τῇ 11 Ἰουλίου 1924 [530, 1806, 670, 1833]
engineering-refb: (1733) [530, 1532, 569, 1544]
xanthi-signature-name: Σωφοκλῆς Χρηστίδης [750, 819, 885, 832]
story-paragraph: — Νὰ σκωθεῖς λιγάκι. [14, 1204, 138, 1217]
clinic-title-2: ΕΝ ΤΩ ΙΑΤΡΕΙΩ [1026, 789, 1125, 801]
union-body [530, 1628, 670, 1834]
egypt-paragraph: Ἐὰν παρεδίδομεν τὸ Σουδὰν εἰς τοὺς Αἰγυπτίους, οὐχὶ μόνον θὰ κατεστρέφομεν τὸ ἔργον τῆς Ἀγγλίας ἐν τῷ τόπῳ τούτῳ, ἀλλὰ θὰ καθιστῶμεν τὴν χώραν ταύτην βορὰν τῆς ἀναρχίας καὶ τῆς δουλείας. [1080, 304, 1262, 402]
clinic-name: Κ. Τ. ΜΑΝΘΟΥ [939, 800, 1212, 837]
xanthi-paragraph: Ὁ Πρόεδρος τῆς Κοινότητος Σταυρουπόλεως διακηρύττει ὅτι τὴν 20ὴν Ἰουλίου ἐ. ἔ. ἡμέραν Κυριακὴν καὶ ὥραν 10—12 π. μ. ἐνεργηθήσεται ἐν τῷ Κοινοτικῷ Καταστήματι Σταυρουπόλεως μειοδοτικὴ δημοπρασία διὰ τὴν ἐκμίσθωσιν τῶν εἰσοδημάτων τῆς Κοινότητος. [675, 620, 885, 732]
memorial-family: Ἡ σύζυγος, ὁ υἱὸς, αἱ κόραι [890, 677, 1032, 689]
soviet-paragraph: Κατὰ τὴν γνώμην μου ὅμως, ἐν περιπτώσει πολέμου οἱ Ρῶσοι θὰ ἐπιτεθοῦν ἐναντίον τοῦ Κισινόβιου, ἐν τοιαύτῃ δὲ περιπτώσει οἱ Ρουμάνοι δὲν θὰ δυνηθοῦν νὰ συγκρατηθοῦν, ἀλλὰ θὰ ὑποχωρήσουν ἀμέσως πρὸς τὴν Ἰασμίλκαν. [380, 548, 525, 687]
refugees-paragraph: Ἐν ὅλῳ οἰκογένειαι 145. [530, 802, 667, 816]
story-paragraph: (Ἀκολουθεῖ) [198, 1218, 264, 1232]
story-genre: ΡΟΜΑΝΤΖΟ [126, 129, 263, 152]
army-subtitle: ΔΙΕΥΘΥΝΣΙΣ ΙΠΠΙΚΟΥ [381, 933, 523, 946]
memorial-sig-left: Ὁ ἀδελφὸς [890, 714, 947, 726]
footer-name: ΒΑΣΙΛ. Ν. ΓΕΝΝΗΜΑΤΑΣ [112, 1567, 278, 1581]
column-refugees [530, 136, 670, 2576]
shopkeepers-title: ΚΑΤΑΣΤΗΜΑΤΑΡΧΑΙ Γ. ΤΟΜΕΩΣ [535, 2296, 664, 2322]
story-paragraph: Ἀλλὰ ἡ Λουκανὴ βήχοντας διαρκῶς σκυθρωπή, ἔπιασε τὸ χέρι του. — Θὰ εἶναι πολὺ ἀργὰ Κόττες μου· καὶ ἡ πρώτη σοῦ ἀγαπημένη, σὲ παρακαλῶ· μείνε ἀμέσως μαζί μου. [198, 703, 375, 787]
news-masthead-title: ΗΜΕΡΗΣΙΑ ΝΕΑ [451, 45, 717, 140]
memorial-body-2: παρακαλοῦμεν τοὺς συγγενεῖς καὶ φίλους ὅπως εὐαρεστούμενοι προσέλθωσι καὶ ἑνώσωσι μεθ' ἡμῶν τὰς πρὸς τὸν Ὕψιστον δεήσεις των. [897, 610, 1254, 651]
proclamation-paragraph: 350 Χιλιόγραμμα λίπους μηχανῶν. [675, 1014, 868, 1028]
story-title-box [14, 70, 375, 113]
egypt-paragraph: Ἐκ τούτου ἡ Ἐργατικὴ Κυβέρνησις, ἥτις ἔπαιξε ἐνεργὸν μέρος εἰς τὰς παραδόσεις τῆς Ἰρλανδίας, τὴν Αἴγυπτον καὶ τὰς Ἰνδίας, εἶναι ἀποφασισμένη νὰ μὴ παραχωρήσῃ τίποτε εἰς τὸ ζήτημα τοῦ Σουδάν. [1080, 112, 1262, 210]
story-paragraph: — Ἄσε με νὰ σὲ φιλήσω. Αὐτὸ μοῦ ἀρκεῖ. Εὐγένιε, εἶσαι ἐσύ, μὲ ἀγαπᾶς ἀκόμη· ἂς εἶναι ὁ Θεὸς μαζί σου. [198, 1050, 375, 1105]
lawyer-role: Δικηγόρος [749, 1470, 811, 1484]
page-header [14, 10, 1262, 48]
story-paragraph: — Μὴ μιλεῖς πιά, ἀγαπημένη μου, ἐγὼ εἶμαι κοντά σου· ἡ ἀγάπη θὰ σὲ σώσει· ἂν θέλει ὁ Θεός. [198, 928, 375, 984]
insurance-address-1: 3 Θεσσαλονίκη Λεωφόρος Νίκης 3 [961, 1217, 1191, 1232]
army-paragraph: Ὁ Ὑπουργὸς τῶν Στρατιωτικῶν διακηρύττει ὅτι, ἐκτεθειμένος εἰς δημόσιον μειοδοτικὸν διαγωνισμὸν δι' ἐγγράφων προσφορῶν ἐνεργηθησομένων τὴν 25ην Ἰουλίου 1924 ἡμέραν Παρασκευὴν καὶ ὥραν 10—12 π. μ. ἐν τῷ Ὑπουργείῳ τῶν Στρατιωτικῶν ἐνώπιον Ἐπιτροπῆς, ἀνατίθεται ἡ προμήθεια 2.500 μέτρων σάκκων διὰ τὰς ἀνάγκας τοῦ Ἱππικοῦ. [380, 949, 525, 1187]
story-paragraph: Ἡ Εὐγένιος τότε σηκώθηκε: «Ἀγάπη τῆς ψυχῆς μου μοῦ ἀπαντᾷ, ποῦ εἶσαι, γιατί μοῦ ἔφυγες μαζὶ μὲ τὸ φῶς τῆς καρδιᾶς;» [198, 418, 375, 487]
army-paragraph: Αἱ ἐνσφραγισμέναι προσφοραὶ θὰ ἐπιδίδωνται ἐγγράφως ἐντὸς τῆς ὁρισθείσης ὥρας ἐνώπιον τῆς ἐπιτροπῆς τοῦ διαγωνισμοῦ. [380, 1192, 525, 1290]
union-title: ΔΗΜΟΚΡΑΤΙΚΗ ΕΝΩΣΙΣ ΜΑΚΕΔΟΝΙΑΣ [549, 1555, 650, 1594]
proclamation-ref: Ἀριθ. Πρωτ. 8142 [675, 879, 779, 892]
insurance-agent: ΑΔΑΜΑΝΤΙΟΣ ΠΕΤΣΙΟΣ [942, 1193, 1210, 1217]
